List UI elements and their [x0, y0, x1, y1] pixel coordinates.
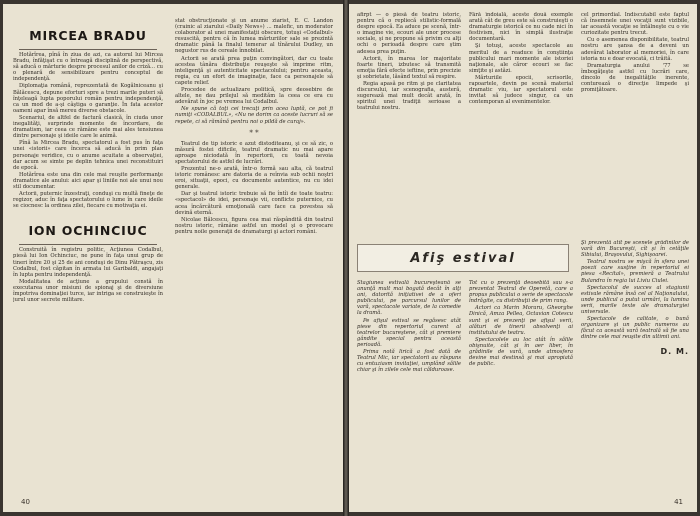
- column-paragraph: Şi totuşi, aceste spectacole au meritul de a readuce în conştiinţa publicului mari momente ale istoriei naţionale, ale căror ecouri se fac simţite şi astăzi.: [469, 43, 573, 74]
- left-page-column-1: [13, 18, 163, 490]
- column-paragraph: Actorii, în marea lor majoritate foarte tineri, izbutesc să transmită emoţia fără efecte ieftine, prin precizie şi sobrietate, lăsând textul să respire.: [357, 55, 461, 80]
- column-paragraph: Prima notă lirică a fost dată de Teatrul Mic, iar spectatorii au răspuns cu entuziasm invitaţiei, umplând sălile chiar şi în zilele cele mai călduroase.: [357, 349, 461, 374]
- column-paragraph: Spectacolele au loc atât în sălile obişnuite, cât şi în aer liber, în grădinile de vară, unde atmosfera devine mai destinsă şi mai apropiată de public.: [469, 336, 573, 368]
- article-title-ion-ochinciuc: ION OCHINCIUC: [28, 223, 148, 239]
- author-signature: D. M.: [660, 346, 689, 356]
- column-paragraph: Actori ca Marin Moraru, Gheorghe Dinică, Amza Pellea, Octavian Cotescu sunt şi ei prezenţi pe afişul verii, alături de tinerii absolvenţi ai institutului de teatru.: [469, 305, 573, 336]
- column-paragraph: Tot cu o prezenţă deosebită sau s-a prezentat Teatrul de Operetă, care a propus publicului o serie de spectacole îndrăgite, cu distribuţii de prim rang.: [469, 280, 573, 305]
- left-page: [3, 4, 343, 512]
- title-rule: [19, 244, 157, 245]
- page-number-left: 40: [21, 498, 30, 506]
- column-paragraph: Dar şi teatrul istoric trebuie să fie întîi de toate teatru: «spectacol» de idei, personaje vii, conflicte puternice, cu acea încărcătură emoţională care face ca povestea să devină eternă.: [175, 191, 333, 216]
- right-bottom-column-1: [357, 280, 461, 490]
- column-paragraph: Spectacolul de succes al stagiunii estivale rămâne însă cel al Naţionalului, unde publicul a putut urmări, la lumina serii, marile texte ale dramaturgiei universale.: [581, 284, 689, 316]
- right-page: [349, 4, 697, 512]
- right-bottom-column-3: [581, 240, 689, 490]
- column-paragraph: Fără îndoială, aceste două exemple arată cât de greu este să construieşti o dramaturgie istorică ce nu cade nici în festivism, nici în simplă ilustraţie documentară.: [469, 12, 573, 43]
- column-paragraph: Pe afişul estival se regăsesc atât piese din repertoriul curent al teatrelor bucureştene, cât şi premiere gândite special pentru această perioadă.: [357, 317, 461, 348]
- column-paragraph: afirpt — o piesă de teatru istoric, pentru că o repliecă stilistic-formală despre epocă. Ea aduce pe scenă, într-o imagine vie, ecouri ale unor procese sociale, şi ne propune să privim cu alţi ochi o perioadă despre care ştim adesea prea puţin.: [357, 12, 461, 55]
- article2-paragraph: Construită în registru politic, Acţiunea Codalbul, piesă lui Ion Ochinciuc, ne pune în faţa unui grup de tineri între 20 şi 25 de ani conduşi de Dinu Pătraşcu, zis Codalbul, fost căpitan în armata lui Garibaldi, angajaţi în lupta pentru independenţă.: [13, 247, 163, 278]
- article2-paragraph: Modalitatea de acţiune a grupului constă în executarea unor misiuni de spionaj şi de diversiune împotriva dominaţiei turce, iar intriga se construieşte în jurul unor secrete militare.: [13, 278, 163, 304]
- article1-paragraph: Scenariul, de altfel de factură clasică, în ciuda unor inegalităţi, surprinde momente de încordare, de dramatism, iar ceea ce rămâne este mai ales tensiunea dintre personaje şi ideile care le animă.: [13, 114, 163, 140]
- column-paragraph: Actorii se arată prea puţin convingători, dar cu toate acestea tânăra distribuţie reuşeşte să imprime ritm, inteligenţă şi autenticitate spectacolului; pentru aceasta, regia, cu un efort de imaginaţie, face ca personajele să capete relief.: [175, 55, 333, 86]
- right-top-column-2: [469, 12, 573, 234]
- right-top-column-1: [357, 12, 461, 234]
- column-paragraph: Cu o asemenea disponibilitate, teatrul nostru are şansa de a deveni un adevărat laborator al memoriei, în care istoria nu e doar evocată, ci trăită.: [581, 37, 689, 62]
- section-title: Afiş estival: [410, 250, 516, 266]
- right-top-column-3: [581, 12, 689, 234]
- column-paragraph: Procedee de actualizare politică, spre deosebire de altele, ne dau prilejul să medităm la ceea ce era cu adevărat în joc pe vremea lui Codalbul.: [175, 87, 333, 106]
- column-paragraph: Stagiunea estivală bucureşteană se anunţă mult mai bogată decât în alţi ani, datorită iniţiativei de a oferi publicului, pe parcursul lunilor de vară, spectacole variate, de la comedie la dramă.: [357, 280, 461, 317]
- page-number-right: 41: [674, 498, 683, 506]
- title-rule: [19, 49, 157, 50]
- column-paragraph: Ne spune că toţi cei trecuţi prin acea luptă, ce pot fi numiţi «CODALBUL», «Nu ne dorim ca aceste lucruri să se repete, ci să rămână pentru noi o pildă de curaj».: [175, 106, 333, 125]
- article1-paragraph: Actorii, puternic înzestraţi, conduşi cu multă fineţe de regizor, aduc în faţa spectatorului o lume în care ideile se ciocnesc la ordinea zilei, fiecare cu motivaţia ei.: [13, 191, 163, 210]
- column-paragraph: Dramaturgia anului '77 se îmbogăţeşte astfel cu lucrări care, dincolo de inegalităţile inerente, conturează o direcţie limpede şi promiţătoare.: [581, 62, 689, 94]
- column-paragraph: Regia apasă pe ritm şi pe claritatea discursului, iar scenografia, austeră, sugerează mai mult decât arată, în spiritul unei tradiţii serioase a teatrului nostru.: [357, 81, 461, 112]
- section-separator: * *: [249, 128, 259, 137]
- column-paragraph: Şi prezentă atît pe scenele grădinilor de vară din Bucureşti, cît şi în cetăţile Sibiului, Braşovului, Sighişoarei.: [581, 240, 689, 259]
- article-title-mircea-bradu: MIRCEA BRADU: [29, 28, 147, 43]
- column-paragraph: Prezentul ne-o arată, într-o formă sau alta, că teatrul istoric românesc are datoria de a reînvia sub ochii noştri eroi, situaţii, epoci, cu documente autentice, nu cu idei generale.: [175, 165, 333, 191]
- column-paragraph: Nicolae Bălcescu, figura cea mai răspândită din teatrul nostru istoric, rămâne astfel un model şi o provocare pentru noile generaţii de dramaturgi şi actori români.: [175, 216, 333, 235]
- column-paragraph: Spectacole de calitate, o bună organizare şi un public numeros au făcut ca această vară teatrală să fie una dintre cele mai reuşite din ultimii ani.: [581, 316, 689, 341]
- column-paragraph: Mărturiile epocii, scrisorile, rapoartele, devin pe scenă material dramatic viu, iar spectatorul este invitat să judece singur, ca un contemporan al evenimentelor.: [469, 74, 573, 106]
- column-paragraph: cel primordial. Indiscutabil este faptul că însemnele unei vocaţii sunt vizibile, iar această vocaţie se întâlneşte cu o vie curiozitate pentru trecut.: [581, 12, 689, 37]
- column-paragraph: Teatrul nostru se mişcă în sfera unei poezii care susţine în repertoriul ei piesa «Recital», premieră a Teatrului Bulandra în regia lui Liviu Ciulei.: [581, 259, 689, 284]
- column-paragraph: Teatrul de tip istoric e azut distoditeanu, şi ce să zic, o măsură fostei dificile, teatrul dramatic nu mai apare aproape niciodată în repertorii, cu toată nevoia spectatorului de astfel de lucrări.: [175, 140, 333, 165]
- section-banner-afis-estival: [357, 244, 569, 272]
- article1-paragraph: Pînă la Mircea Bradu, spectatorul a fost pus în faţa unei «istorii» care încerca să aducă în prim plan personaje veridice, cu o anume acuitate a observaţiei, dar acum se simte pe deplin tehnica unei reconstituiri de epocă.: [13, 140, 163, 171]
- left-page-column-2: [175, 18, 333, 490]
- article1-paragraph: Hotărîrea este una din cele mai reuşite performanţe dramatice ale anului: aici apar şi liniile noi ale unui nou stil documentar.: [13, 171, 163, 190]
- article1-paragraph: Hotărîrea, pînă în ziua de azi, ca autorul lui Mircea Bradu, înfăţişat cu o întreagă disciplină de perspectivă, să aducă o mărturie despre procesul anilor de criză... cu o plenară de sensibilizare pentru conceptul de independenţă.: [13, 52, 163, 83]
- column-paragraph: stat obstrucţionate şi un anume ziarist, E. C. Landon (crainic al ziarului «Daily News») ... malefic, un moderator colaborator al unei manifestaţii obscure, totuşi «Codalbul» resuscită, pentru că în lumea mărturiilor sale se prezintă dramatic până la finalul temerar al tînărului Dudley, un negustor rus de cereale înnobilat.: [175, 18, 333, 55]
- article1-paragraph: Diplomaţia română, reprezentată de Kogălniceanu şi Bălăcescu, depune eforturi spre a trezi marile puteri să înţeleagă lupta poporului român pentru independenţă, ca un mod de a-şi câştiga o garanţie. În fata acestor oameni apar însă mereu diverse obstacole.: [13, 83, 163, 114]
- right-bottom-column-2: [469, 280, 573, 490]
